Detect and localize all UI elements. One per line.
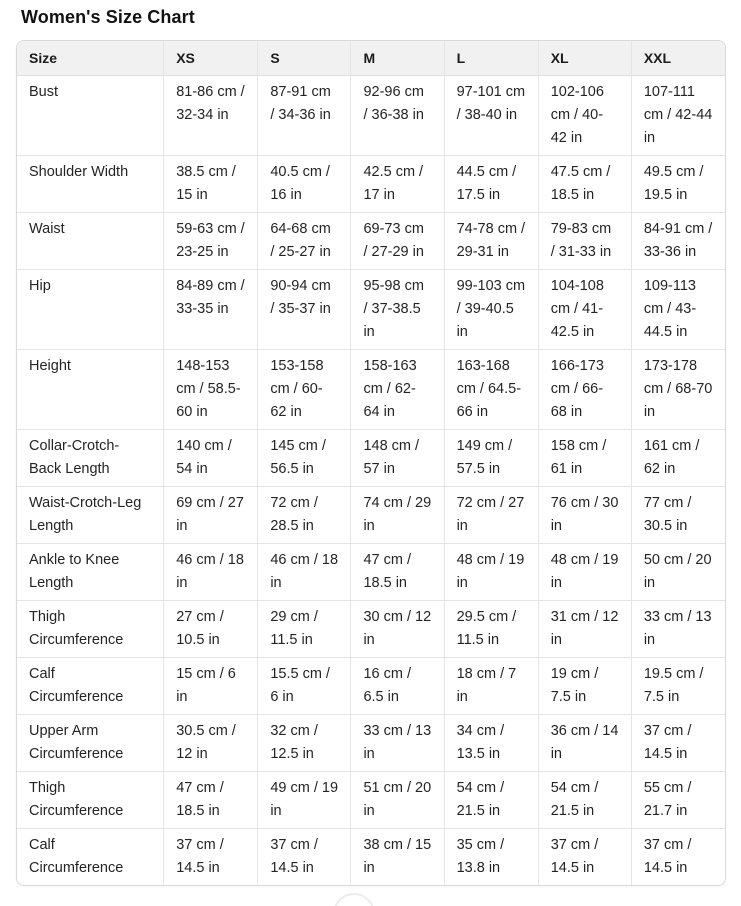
row-label: Waist-Crotch-Leg Length bbox=[17, 486, 163, 543]
size-value-cell: 166-173 cm / 66-68 in bbox=[538, 349, 631, 429]
size-value-cell: 54 cm / 21.5 in bbox=[538, 771, 631, 828]
size-value-cell: 55 cm / 21.7 in bbox=[631, 771, 725, 828]
size-value-cell: 81-86 cm / 32-34 in bbox=[163, 76, 257, 155]
size-value-cell: 69 cm / 27 in bbox=[163, 486, 257, 543]
row-label: Height bbox=[17, 349, 163, 429]
table-row bbox=[17, 212, 725, 269]
size-value-cell: 74-78 cm / 29-31 in bbox=[444, 212, 538, 269]
row-label: Thigh Circumference bbox=[17, 771, 163, 828]
size-value-cell: 47 cm / 18.5 in bbox=[163, 771, 257, 828]
size-value-cell: 15 cm / 6 in bbox=[163, 657, 257, 714]
size-value-cell: 173-178 cm / 68-70 in bbox=[631, 349, 725, 429]
size-value-cell: 153-158 cm / 60-62 in bbox=[257, 349, 350, 429]
size-value-cell: 29.5 cm / 11.5 in bbox=[444, 600, 538, 657]
table-row bbox=[17, 828, 725, 885]
column-header: Size bbox=[17, 41, 163, 76]
size-value-cell: 16 cm / 6.5 in bbox=[350, 657, 443, 714]
page-title: Women's Size Chart bbox=[21, 7, 195, 27]
table-row bbox=[17, 269, 725, 349]
size-value-cell: 84-91 cm / 33-36 in bbox=[631, 212, 725, 269]
size-value-cell: 74 cm / 29 in bbox=[350, 486, 443, 543]
size-value-cell: 140 cm / 54 in bbox=[163, 429, 257, 486]
column-header: XS bbox=[163, 41, 257, 76]
size-value-cell: 84-89 cm / 33-35 in bbox=[163, 269, 257, 349]
size-value-cell: 48 cm / 19 in bbox=[444, 543, 538, 600]
table-row bbox=[17, 76, 725, 155]
size-value-cell: 19 cm / 7.5 in bbox=[538, 657, 631, 714]
column-header: S bbox=[257, 41, 350, 76]
size-value-cell: 34 cm / 13.5 in bbox=[444, 714, 538, 771]
row-label: Calf Circumference bbox=[17, 828, 163, 885]
size-value-cell: 76 cm / 30 in bbox=[538, 486, 631, 543]
table-row bbox=[17, 486, 725, 543]
size-value-cell: 46 cm / 18 in bbox=[163, 543, 257, 600]
size-value-cell: 77 cm / 30.5 in bbox=[631, 486, 725, 543]
size-chart-table bbox=[17, 41, 725, 885]
size-value-cell: 79-83 cm / 31-33 in bbox=[538, 212, 631, 269]
row-label: Bust bbox=[17, 76, 163, 155]
size-value-cell: 33 cm / 13 in bbox=[631, 600, 725, 657]
size-value-cell: 32 cm / 12.5 in bbox=[257, 714, 350, 771]
size-value-cell: 49 cm / 19 in bbox=[257, 771, 350, 828]
size-value-cell: 92-96 cm / 36-38 in bbox=[350, 76, 443, 155]
size-value-cell: 161 cm / 62 in bbox=[631, 429, 725, 486]
row-label: Upper Arm Circumference bbox=[17, 714, 163, 771]
size-value-cell: 158 cm / 61 in bbox=[538, 429, 631, 486]
size-value-cell: 104-108 cm / 41-42.5 in bbox=[538, 269, 631, 349]
size-value-cell: 27 cm / 10.5 in bbox=[163, 600, 257, 657]
table-row bbox=[17, 771, 725, 828]
size-value-cell: 95-98 cm / 37-38.5 in bbox=[350, 269, 443, 349]
size-value-cell: 48 cm / 19 in bbox=[538, 543, 631, 600]
size-value-cell: 148 cm / 57 in bbox=[350, 429, 443, 486]
size-value-cell: 30.5 cm / 12 in bbox=[163, 714, 257, 771]
size-value-cell: 35 cm / 13.8 in bbox=[444, 828, 538, 885]
size-value-cell: 109-113 cm / 43-44.5 in bbox=[631, 269, 725, 349]
table-row bbox=[17, 600, 725, 657]
size-value-cell: 149 cm / 57.5 in bbox=[444, 429, 538, 486]
size-value-cell: 72 cm / 28.5 in bbox=[257, 486, 350, 543]
size-value-cell: 102-106 cm / 40-42 in bbox=[538, 76, 631, 155]
header-row bbox=[17, 41, 725, 76]
size-value-cell: 163-168 cm / 64.5-66 in bbox=[444, 349, 538, 429]
size-value-cell: 19.5 cm / 7.5 in bbox=[631, 657, 725, 714]
row-label: Thigh Circumference bbox=[17, 600, 163, 657]
size-value-cell: 44.5 cm / 17.5 in bbox=[444, 155, 538, 212]
size-value-cell: 42.5 cm / 17 in bbox=[350, 155, 443, 212]
table-row bbox=[17, 429, 725, 486]
column-header: M bbox=[350, 41, 443, 76]
size-value-cell: 158-163 cm / 62-64 in bbox=[350, 349, 443, 429]
row-label: Hip bbox=[17, 269, 163, 349]
size-chart-table-container bbox=[16, 40, 726, 886]
column-header: XXL bbox=[631, 41, 725, 76]
size-value-cell: 38 cm / 15 in bbox=[350, 828, 443, 885]
size-value-cell: 49.5 cm / 19.5 in bbox=[631, 155, 725, 212]
size-value-cell: 40.5 cm / 16 in bbox=[257, 155, 350, 212]
row-label: Calf Circumference bbox=[17, 657, 163, 714]
size-value-cell: 87-91 cm / 34-36 in bbox=[257, 76, 350, 155]
column-header: L bbox=[444, 41, 538, 76]
floating-scroll-button[interactable] bbox=[333, 893, 375, 906]
size-value-cell: 46 cm / 18 in bbox=[257, 543, 350, 600]
size-value-cell: 97-101 cm / 38-40 in bbox=[444, 76, 538, 155]
table-row bbox=[17, 155, 725, 212]
size-value-cell: 47.5 cm / 18.5 in bbox=[538, 155, 631, 212]
row-label: Waist bbox=[17, 212, 163, 269]
size-value-cell: 64-68 cm / 25-27 in bbox=[257, 212, 350, 269]
size-value-cell: 99-103 cm / 39-40.5 in bbox=[444, 269, 538, 349]
size-value-cell: 36 cm / 14 in bbox=[538, 714, 631, 771]
size-value-cell: 31 cm / 12 in bbox=[538, 600, 631, 657]
table-row bbox=[17, 657, 725, 714]
size-value-cell: 148-153 cm / 58.5-60 in bbox=[163, 349, 257, 429]
size-value-cell: 47 cm / 18.5 in bbox=[350, 543, 443, 600]
size-value-cell: 90-94 cm / 35-37 in bbox=[257, 269, 350, 349]
row-label: Collar-Crotch-Back Length bbox=[17, 429, 163, 486]
size-value-cell: 37 cm / 14.5 in bbox=[538, 828, 631, 885]
table-row bbox=[17, 349, 725, 429]
row-label: Ankle to Knee Length bbox=[17, 543, 163, 600]
size-value-cell: 107-111 cm / 42-44 in bbox=[631, 76, 725, 155]
size-value-cell: 69-73 cm / 27-29 in bbox=[350, 212, 443, 269]
size-value-cell: 145 cm / 56.5 in bbox=[257, 429, 350, 486]
column-header: XL bbox=[538, 41, 631, 76]
size-value-cell: 18 cm / 7 in bbox=[444, 657, 538, 714]
size-value-cell: 59-63 cm / 23-25 in bbox=[163, 212, 257, 269]
size-value-cell: 37 cm / 14.5 in bbox=[257, 828, 350, 885]
size-value-cell: 51 cm / 20 in bbox=[350, 771, 443, 828]
size-value-cell: 15.5 cm / 6 in bbox=[257, 657, 350, 714]
size-value-cell: 54 cm / 21.5 in bbox=[444, 771, 538, 828]
size-value-cell: 29 cm / 11.5 in bbox=[257, 600, 350, 657]
size-value-cell: 50 cm / 20 in bbox=[631, 543, 725, 600]
size-value-cell: 37 cm / 14.5 in bbox=[631, 828, 725, 885]
table-row bbox=[17, 543, 725, 600]
size-value-cell: 37 cm / 14.5 in bbox=[631, 714, 725, 771]
row-label: Shoulder Width bbox=[17, 155, 163, 212]
size-value-cell: 72 cm / 27 in bbox=[444, 486, 538, 543]
size-value-cell: 37 cm / 14.5 in bbox=[163, 828, 257, 885]
size-value-cell: 38.5 cm / 15 in bbox=[163, 155, 257, 212]
size-value-cell: 30 cm / 12 in bbox=[350, 600, 443, 657]
size-value-cell: 33 cm / 13 in bbox=[350, 714, 443, 771]
table-row bbox=[17, 714, 725, 771]
